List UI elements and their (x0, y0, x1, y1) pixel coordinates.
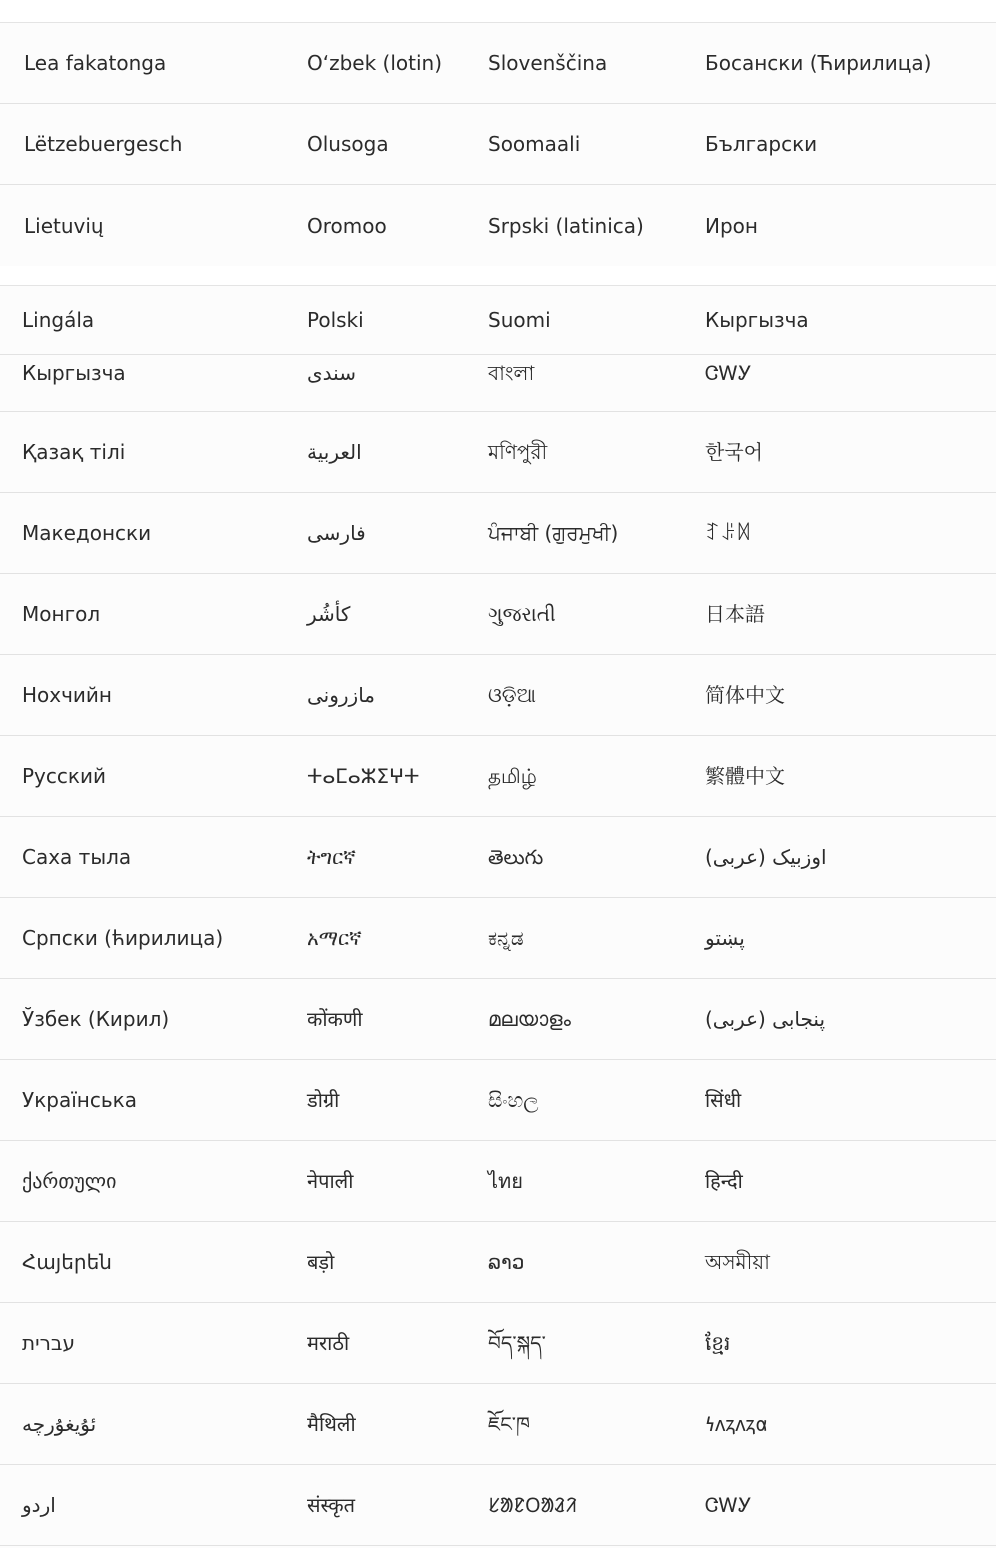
language-option[interactable]: ಕನ್ನಡ (488, 926, 524, 950)
language-option[interactable]: ქართული (22, 1169, 117, 1193)
language-option[interactable]: Polski (307, 308, 364, 332)
language-option[interactable]: ᱥᱟᱱᱛᱟᱲᱤ (488, 1493, 577, 1517)
language-option[interactable]: 简体中文 (705, 683, 785, 707)
language-option[interactable]: हिन्दी (705, 1169, 743, 1193)
language-option[interactable]: Нохчийн (22, 683, 112, 707)
language-option[interactable]: Українська (22, 1088, 137, 1112)
language-option[interactable]: ไทย (488, 1169, 523, 1193)
language-option[interactable]: Olusoga (307, 132, 389, 156)
language-option[interactable]: ئۇيغۇرچە (22, 1412, 97, 1436)
language-option[interactable]: Oromoo (307, 213, 387, 238)
language-option[interactable]: 日本語 (705, 602, 765, 626)
language-option[interactable]: አማርኛ (307, 926, 362, 950)
language-option[interactable]: ខ្មែរ (705, 1331, 731, 1355)
language-option[interactable]: ਪੰਜਾਬੀ (ਗੁਰਮੁਖੀ) (488, 521, 619, 545)
language-option[interactable]: اوزبیک (عربی) (705, 845, 827, 869)
language-row (0, 412, 996, 493)
language-option[interactable]: Lingála (22, 308, 95, 332)
language-option[interactable]: Саха тыла (22, 845, 132, 869)
language-option[interactable]: Lietuvių (24, 213, 104, 238)
language-option[interactable]: ລາວ (488, 1250, 525, 1274)
language-option[interactable]: ꆈꌠꉙ (705, 521, 752, 545)
language-option[interactable]: Монгол (22, 602, 101, 626)
language-option[interactable]: ᏣᎳᎩ (705, 1493, 752, 1517)
language-option[interactable]: सिंधी (705, 1088, 742, 1112)
language-option[interactable]: മലയാളം (488, 1007, 571, 1031)
language-row (0, 1222, 996, 1303)
language-row (0, 1384, 996, 1465)
language-row (0, 574, 996, 655)
language-option[interactable]: తెలుగు (488, 845, 544, 869)
language-list-bottom (0, 285, 996, 1548)
language-option[interactable]: سندی (307, 361, 356, 385)
language-option[interactable]: ଓଡ଼ିଆ (488, 683, 536, 707)
language-row (0, 185, 996, 266)
language-option[interactable]: Кыргызча (22, 361, 126, 385)
language-row (0, 1060, 996, 1141)
language-option[interactable]: Oʻzbek (lotin) (307, 51, 443, 75)
language-option[interactable]: মণিপুরী (488, 440, 548, 464)
language-row (0, 736, 996, 817)
language-option[interactable]: বাংলা (488, 361, 535, 385)
language-option[interactable]: සිංහල (488, 1088, 539, 1112)
language-option[interactable]: मैथिली (307, 1412, 356, 1436)
language-option[interactable]: Lëtzebuergesch (24, 132, 183, 156)
language-option[interactable]: Български (705, 132, 818, 156)
language-option[interactable]: Suomi (488, 308, 551, 332)
language-row (0, 1303, 996, 1384)
language-option[interactable]: مازرونی (307, 683, 376, 707)
language-row (0, 23, 996, 104)
language-option[interactable]: Lea fakatonga (24, 51, 167, 75)
language-option[interactable]: ཇོང་ཁ (488, 1412, 530, 1436)
language-option[interactable]: עברית (22, 1331, 75, 1355)
language-option[interactable]: தமிழ் (488, 764, 537, 788)
language-option[interactable]: कोंकणी (307, 1007, 363, 1031)
language-option[interactable]: संस्कृत (307, 1493, 356, 1517)
language-option[interactable]: डोग्री (307, 1088, 340, 1112)
language-option[interactable]: Soomaali (488, 132, 581, 156)
language-option[interactable]: Қазақ тілі (22, 440, 126, 464)
language-option[interactable]: ⵜⴰⵎⴰⵣⵉⵖⵜ (307, 764, 420, 788)
language-option[interactable]: Հայերեն (22, 1250, 112, 1274)
language-option[interactable]: ᏣᎳᎩ (705, 361, 752, 385)
language-row (0, 493, 996, 574)
language-row (0, 104, 996, 185)
language-option[interactable]: অসমীয়া (705, 1250, 770, 1274)
language-list-top (0, 22, 996, 266)
language-option[interactable]: العربية (307, 440, 362, 464)
language-option[interactable]: ગુજરાતી (488, 602, 556, 626)
language-option[interactable]: मराठी (307, 1331, 350, 1355)
language-option[interactable]: Slovenščina (488, 51, 608, 75)
language-option[interactable]: پښتو (705, 926, 745, 950)
language-option[interactable]: کأشُر (307, 602, 351, 626)
language-row (0, 979, 996, 1060)
language-row (0, 286, 996, 355)
language-option[interactable]: བོད་སྐད་ (488, 1331, 546, 1355)
language-option[interactable]: Српски (ћирилица) (22, 926, 224, 950)
language-option[interactable]: Кыргызча (705, 308, 809, 332)
language-option[interactable]: ትግርኛ (307, 845, 356, 869)
language-row (0, 1141, 996, 1222)
language-option[interactable]: Русский (22, 764, 106, 788)
language-option[interactable]: فارسی (307, 521, 366, 545)
language-option[interactable]: 繁體中文 (705, 764, 785, 788)
language-row (0, 817, 996, 898)
language-option[interactable]: Srpski (latinica) (488, 213, 644, 238)
language-row (0, 655, 996, 736)
language-option[interactable]: नेपाली (307, 1169, 354, 1193)
language-row (0, 1465, 996, 1546)
language-option[interactable]: 𐓏𐓘𐓻𐓘𐓻𐓟 (705, 1412, 768, 1436)
language-row (0, 898, 996, 979)
language-option[interactable]: Ирон (705, 213, 758, 238)
language-option[interactable]: Ўзбек (Кирил) (22, 1007, 170, 1031)
language-row (0, 355, 996, 412)
language-option[interactable]: پنجابی (عربی) (705, 1007, 826, 1031)
language-option[interactable]: Македонски (22, 521, 152, 545)
language-option[interactable]: 한국어 (705, 440, 763, 464)
language-option[interactable]: Босански (Ћирилица) (705, 51, 932, 75)
language-option[interactable]: बड़ो (307, 1250, 335, 1274)
language-option[interactable]: اردو (22, 1493, 56, 1517)
